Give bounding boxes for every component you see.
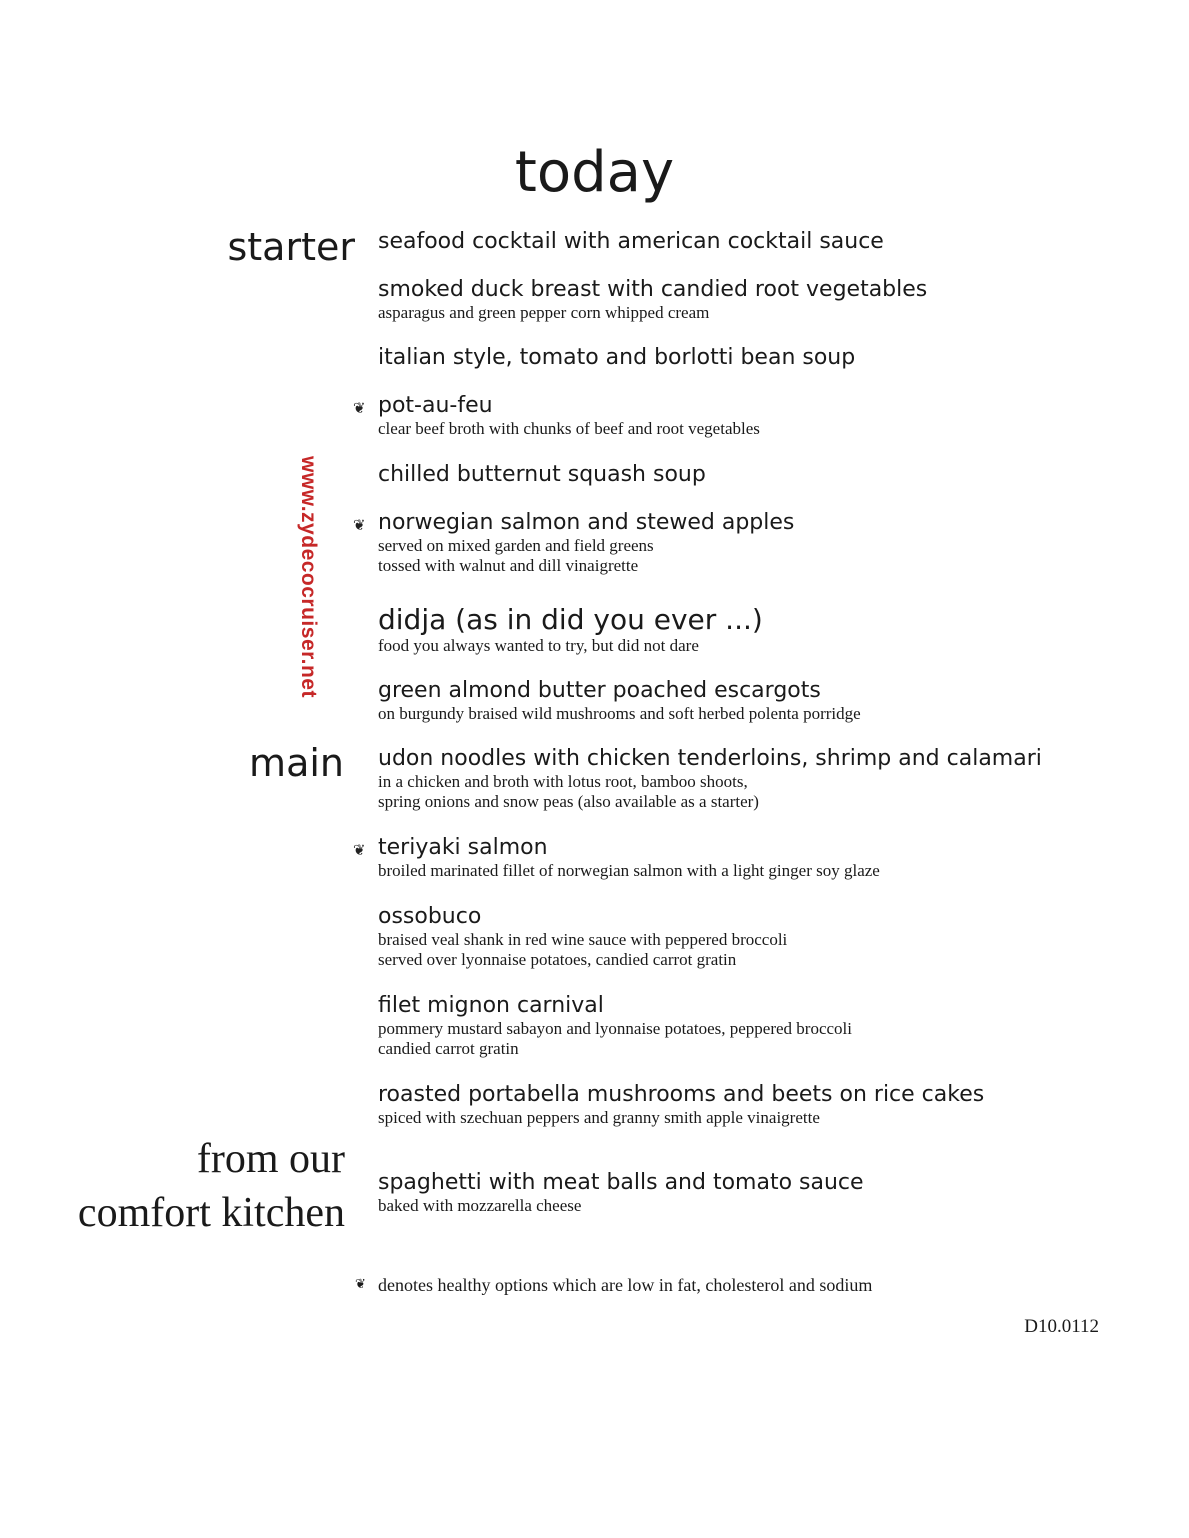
item-name: norwegian salmon and stewed apples	[378, 510, 795, 535]
item-desc: tossed with walnut and dill vinaigrette	[378, 556, 639, 575]
item-desc: pommery mustard sabayon and lyonnaise potatoes, peppered broccoli	[378, 1019, 852, 1038]
item-name: teriyaki salmon	[378, 835, 548, 860]
menu-item	[378, 229, 884, 255]
menu-item	[378, 904, 787, 970]
menu-item	[378, 393, 760, 439]
menu-item	[378, 604, 763, 656]
item-desc: on burgundy braised wild mushrooms and soft herbed polenta porridge	[378, 704, 861, 723]
menu-item	[378, 1170, 864, 1216]
section-comfort-line1: from our	[196, 1136, 345, 1182]
menu-item	[378, 277, 927, 323]
item-name: filet mignon carnival	[378, 993, 604, 1018]
item-name: ossobuco	[378, 904, 482, 929]
page-title: today	[514, 140, 675, 205]
menu-item	[378, 462, 706, 488]
menu-item	[378, 1082, 984, 1128]
item-desc: broiled marinated fillet of norwegian salmon with a light ginger soy glaze	[378, 861, 880, 880]
item-name: chilled butternut squash soup	[378, 462, 706, 487]
item-desc: food you always wanted to try, but did not dare	[378, 636, 699, 655]
heart-icon: ❦	[353, 841, 366, 859]
heart-icon: ❦	[355, 1277, 366, 1292]
item-desc: clear beef broth with chunks of beef and root vegetables	[378, 419, 760, 438]
menu-item	[378, 345, 855, 371]
section-main: main	[249, 741, 344, 785]
item-desc: braised veal shank in red wine sauce with peppered broccoli	[378, 930, 788, 949]
heart-icon: ❦	[353, 516, 366, 534]
item-name: smoked duck breast with candied root vegetables	[378, 277, 928, 302]
item-name: pot-au-feu	[378, 393, 493, 418]
watermark: www.zydecocruiser.net	[297, 456, 320, 698]
menu-code: D10.0112	[1024, 1316, 1099, 1337]
item-desc: candied carrot gratin	[378, 1039, 519, 1058]
section-starter: starter	[227, 225, 355, 269]
menu-item	[378, 678, 861, 724]
item-desc: served on mixed garden and field greens	[378, 536, 654, 555]
item-name: italian style, tomato and borlotti bean soup	[378, 345, 856, 370]
item-desc: asparagus and green pepper corn whipped cream	[378, 303, 710, 322]
item-desc: in a chicken and broth with lotus root, bamboo shoots,	[378, 772, 748, 791]
menu-item	[378, 510, 794, 576]
menu-item	[378, 746, 1042, 812]
menu-item	[378, 993, 852, 1059]
heart-icon: ❦	[353, 399, 366, 417]
item-desc: spiced with szechuan peppers and granny smith apple vinaigrette	[378, 1108, 820, 1127]
item-desc: baked with mozzarella cheese	[378, 1196, 582, 1215]
item-name: roasted portabella mushrooms and beets on rice cakes	[378, 1082, 985, 1107]
item-name: didja (as in did you ever ...)	[378, 603, 763, 636]
item-name: green almond butter poached escargots	[378, 678, 821, 703]
item-name: udon noodles with chicken tenderloins, shrimp and calamari	[378, 746, 1042, 771]
item-desc: served over lyonnaise potatoes, candied carrot gratin	[378, 950, 737, 969]
section-comfort-kitchen	[78, 1132, 345, 1240]
menu-item	[378, 835, 880, 881]
item-name: seafood cocktail with american cocktail sauce	[378, 229, 884, 254]
item-desc: spring onions and snow peas (also available as a starter)	[378, 792, 759, 811]
item-name: spaghetti with meat balls and tomato sauce	[378, 1170, 864, 1195]
healthy-legend: denotes healthy options which are low in fat, cholesterol and sodium	[378, 1275, 873, 1295]
section-comfort-line2: comfort kitchen	[77, 1190, 345, 1236]
